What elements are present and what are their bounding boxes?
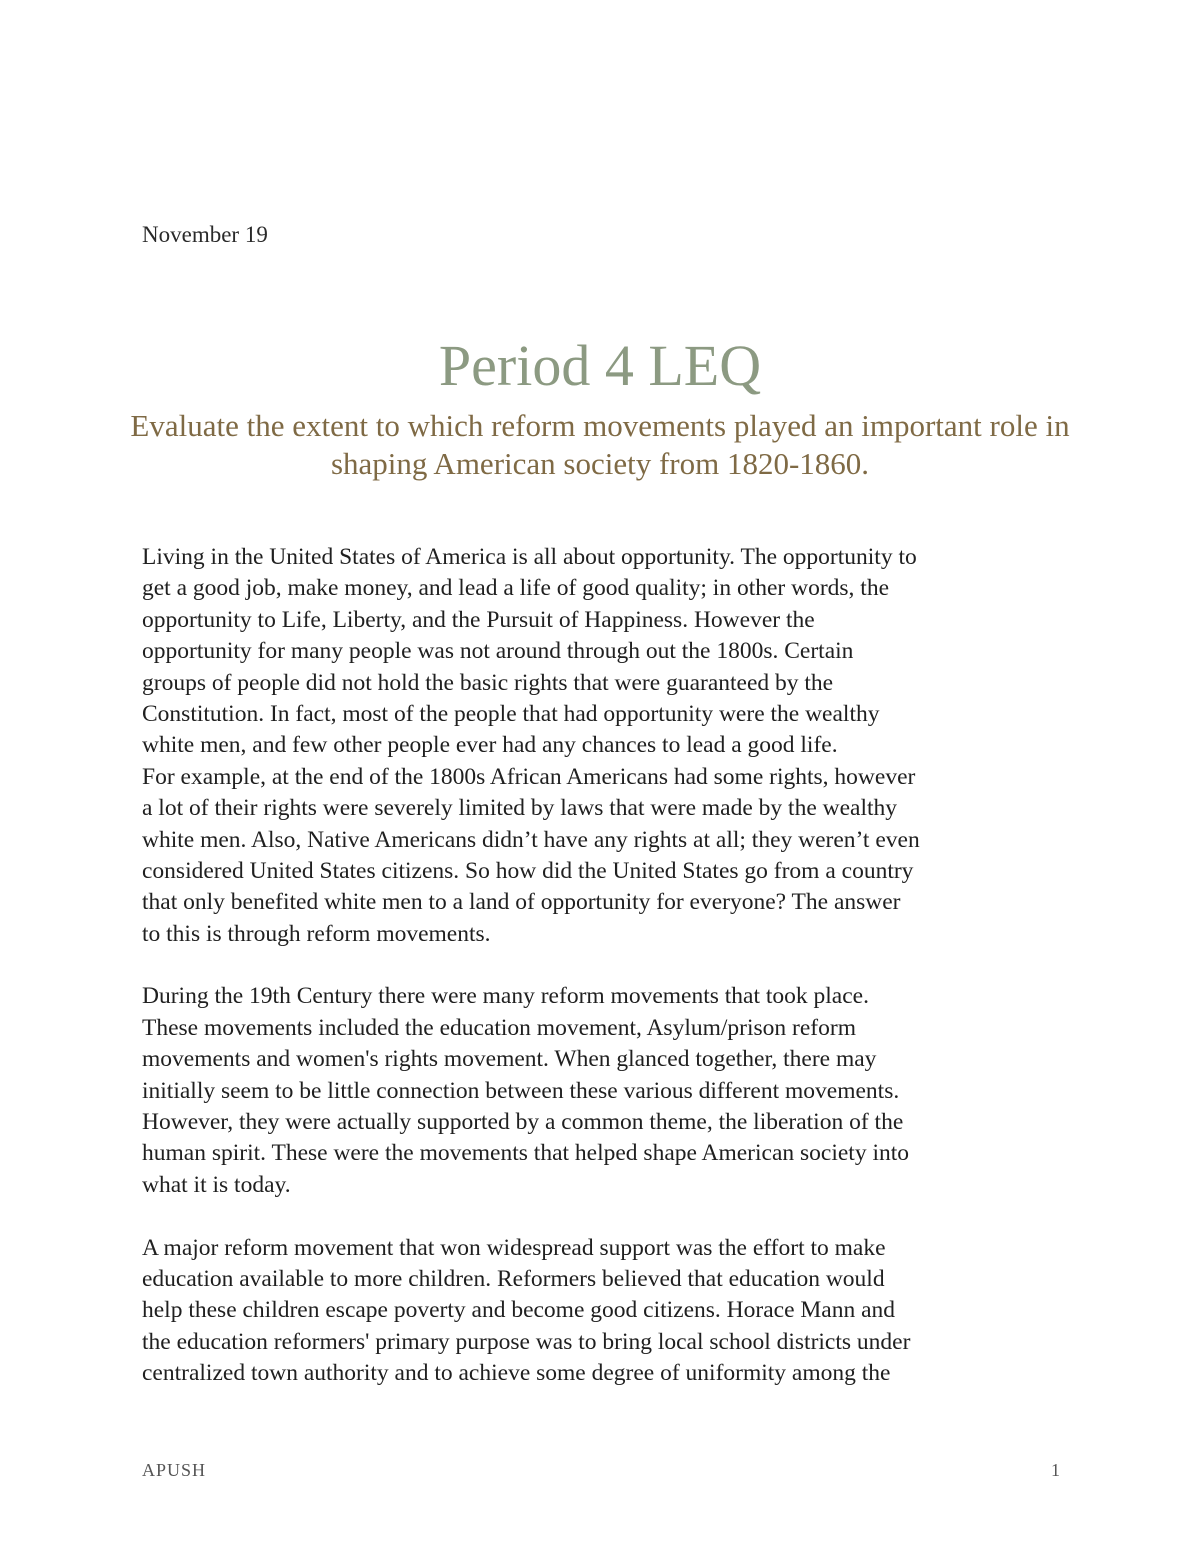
paragraph: [142, 542, 1062, 950]
footer-course: APUSH: [142, 1460, 207, 1480]
paragraph-line: the education reformers' primary purpose was to bring local school districts under: [142, 1328, 911, 1355]
paragraph-line: considered United States citizens. So how did the United States go from a country: [142, 857, 914, 884]
paragraph-line: to this is through reform movements.: [142, 920, 491, 947]
paragraph-line: white men, and few other people ever had any chances to lead a good life.: [142, 732, 838, 759]
paragraph-line: initially seem to be little connection between these various different movements.: [142, 1077, 900, 1104]
paragraph-gap: [142, 950, 1062, 981]
paragraph-line: Living in the United States of America is all about opportunity. The opportunity to: [142, 544, 917, 570]
paragraph-line: groups of people did not hold the basic rights that were guaranteed by the: [142, 669, 834, 696]
paragraph-line: Constitution. In fact, most of the people that had opportunity were the wealthy: [142, 700, 880, 727]
document-title: Period 4 LEQ: [438, 333, 762, 398]
paragraph-line: These movements included the education movement, Asylum/prison reform: [142, 1014, 856, 1041]
paragraph-line: centralized town authority and to achieve some degree of uniformity among the: [142, 1360, 891, 1387]
paragraph-line: opportunity to Life, Liberty, and the Pursuit of Happiness. However the: [142, 606, 815, 633]
paragraph-line: opportunity for many people was not around through out the 1800s. Certain: [142, 638, 854, 665]
paragraph-line: During the 19th Century there were many reform movements that took place.: [142, 983, 869, 1010]
paragraph-line: get a good job, make money, and lead a life of good quality; in other words, the: [142, 575, 890, 602]
paragraph-gap: [142, 1201, 1062, 1232]
paragraph-line: However, they were actually supported by a common theme, the liberation of the: [142, 1109, 904, 1136]
paragraph-line: what it is today.: [142, 1171, 291, 1198]
paragraph-line: help these children escape poverty and become good citizens. Horace Mann and: [142, 1297, 896, 1324]
document-body: [142, 542, 1062, 1390]
paragraph-line: movements and women's rights movement. When glanced together, there may: [142, 1046, 877, 1073]
document-subtitle: Evaluate the extent to which reform movements played an important role in shaping American society from 1820-1860.: [130, 408, 1070, 481]
paragraph-line: A major reform movement that won widespread support was the effort to make: [142, 1234, 886, 1261]
paragraph: [142, 1233, 1062, 1390]
paragraph: [142, 981, 1062, 1201]
document-date: November 19: [142, 222, 268, 247]
paragraph-line: a lot of their rights were severely limited by laws that were made by the wealthy: [142, 795, 898, 822]
paragraph-line: human spirit. These were the movements that helped shape American society into: [142, 1140, 910, 1167]
paragraph-line: For example, at the end of the 1800s African Americans had some rights, however: [142, 763, 916, 790]
paragraph-line: education available to more children. Reformers believed that education would: [142, 1265, 885, 1292]
paragraph-line: that only benefited white men to a land of opportunity for everyone? The answer: [142, 889, 901, 916]
paragraph-line: white men. Also, Native Americans didn’t have any rights at all; they weren’t even: [142, 826, 920, 853]
footer-page-number: 1: [1051, 1460, 1060, 1480]
